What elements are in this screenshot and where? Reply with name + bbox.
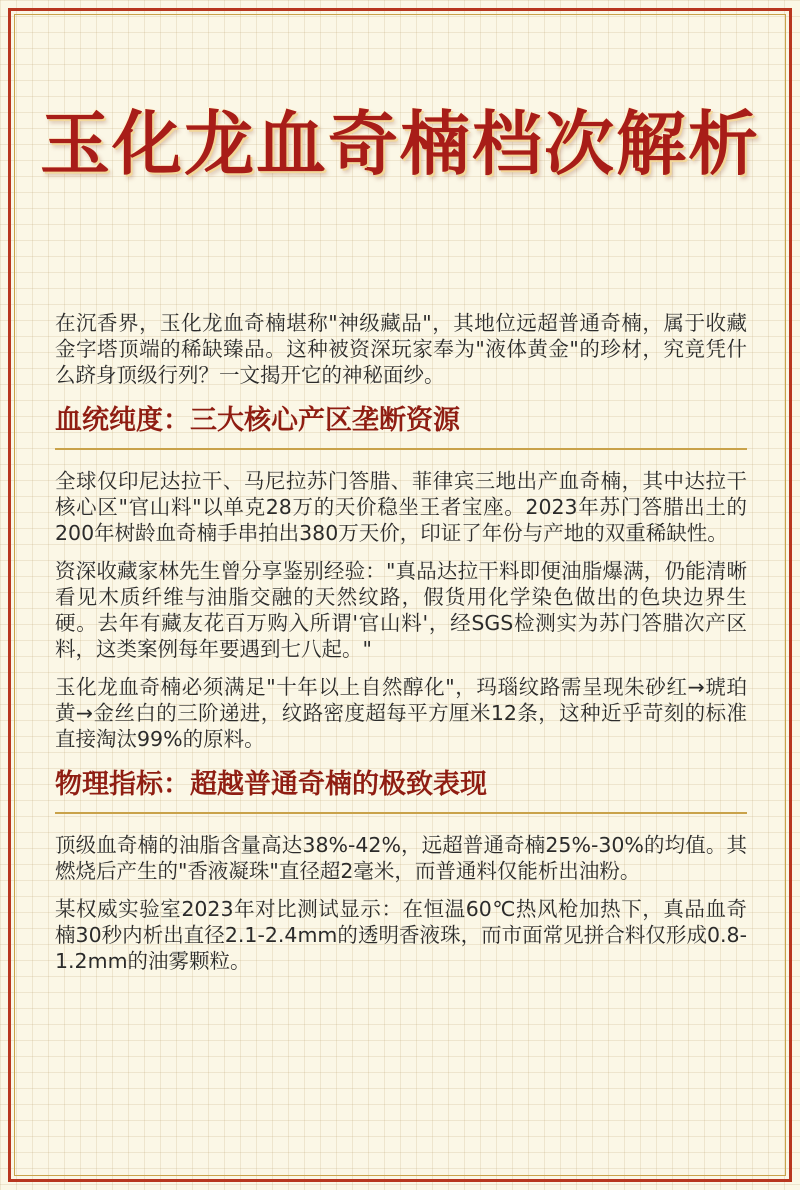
section-divider [55, 812, 747, 814]
section-heading-physical: 物理指标：超越普通奇楠的极致表现 [55, 769, 487, 800]
paragraph: 玉化龙血奇楠必须满足"十年以上自然醇化"，玛瑙纹路需呈现朱砂红→琥珀黄→金丝白的三阶递进，纹路密度超每平方厘米12条，这种近乎苛刻的标准直接淘汰99%的原料。 [55, 675, 747, 751]
paragraph: 顶级血奇楠的油脂含量高达38%-42%，远超普通奇楠25%-30%的均值。其燃烧后产生的"香液凝珠"直径超2毫米，而普通料仅能析出油粉。 [55, 833, 747, 883]
paragraph: 全球仅印尼达拉干、马尼拉苏门答腊、菲律宾三地出产血奇楠，其中达拉干核心区"官山料"以单克28万的天价稳坐王者宝座。2023年苏门答腊出土的200年树龄血奇楠手串拍出380万天价，印证了年份与产地的双重稀缺性。 [55, 469, 747, 545]
section-heading-bloodline: 血统纯度：三大核心产区垄断资源 [55, 405, 460, 436]
paragraph: 某权威实验室2023年对比测试显示：在恒温60℃热风枪加热下，真品血奇楠30秒内析出直径2.1-2.4mm的透明香液珠，而市面常见拼合料仅形成0.8-1.2mm的油雾颗粒。 [55, 897, 747, 973]
intro-paragraph: 在沉香界，玉化龙血奇楠堪称"神级藏品"，其地位远超普通奇楠，属于收藏金字塔顶端的稀缺臻品。这种被资深玩家奉为"液体黄金"的珍材，究竟凭什么跻身顶级行列？一文揭开它的神秘面纱。 [55, 311, 747, 387]
article-body [55, 310, 747, 986]
section-divider [55, 448, 747, 450]
page-title: 玉化龙血奇楠档次解析 [40, 103, 760, 185]
paragraph: 资深收藏家林先生曾分享鉴别经验："真品达拉干料即便油脂爆满，仍能清晰看见木质纤维与油脂交融的天然纹路，假货用化学染色做出的色块边界生硬。去年有藏友花百万购入所谓'官山料'，经SGS检测实为苏门答腊次产区料，这类案例每年要遇到七八起。" [55, 559, 747, 661]
